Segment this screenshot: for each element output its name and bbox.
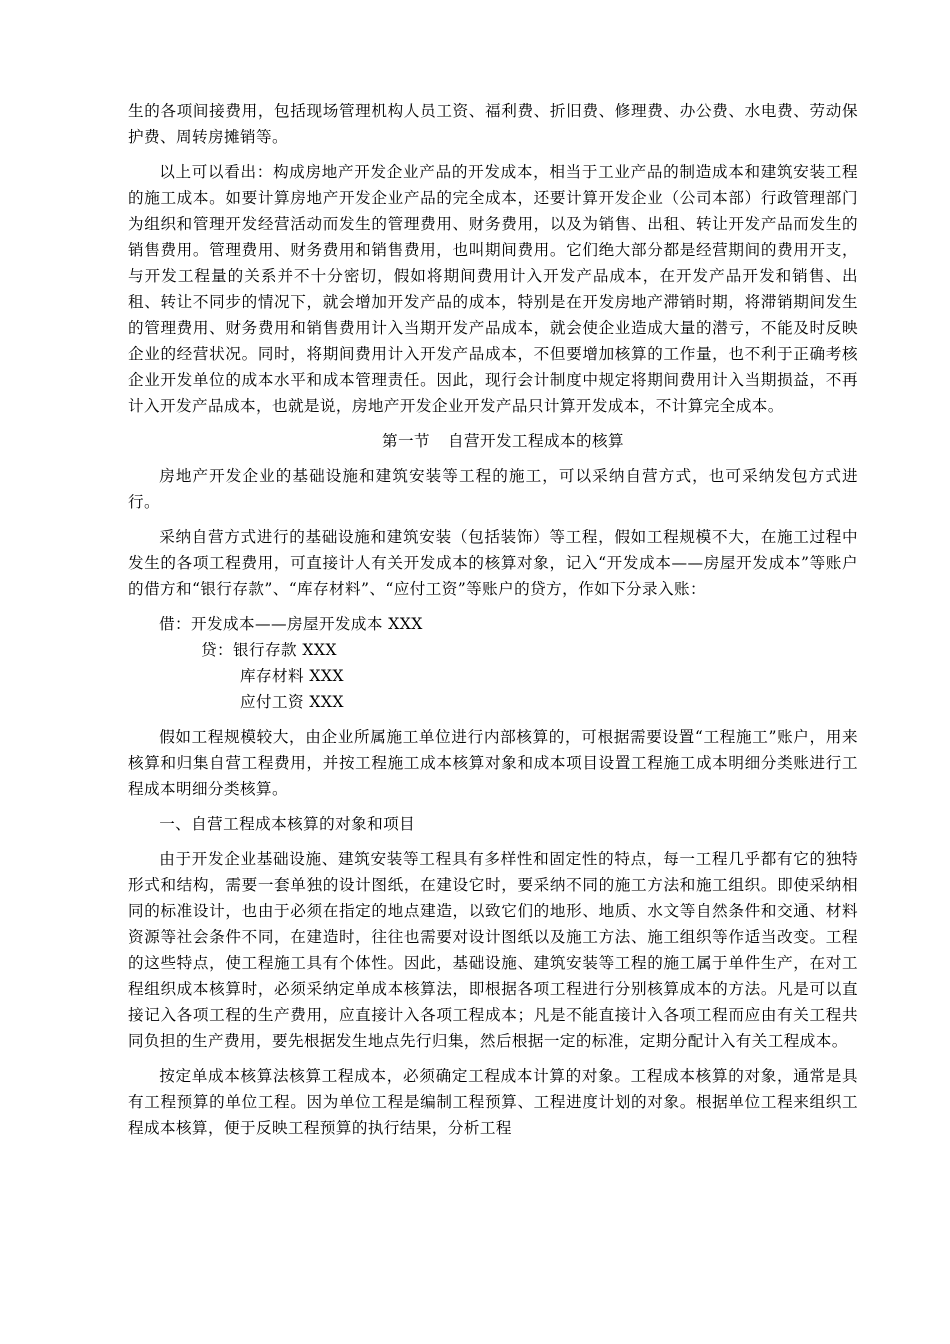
document-page <box>128 98 858 1150</box>
section-heading <box>128 428 858 454</box>
paragraph-order-costing: 按定单成本核算法核算工程成本，必须确定工程成本计算的对象。工程成本核算的对象，通常是具有工程预算的单位工程。因为单位工程是编制工程预算、工程进度计划的对象。根据单位工程来组织工程成本核算，便于反映工程预算的执行结果，分析工程 <box>128 1067 858 1137</box>
subsection-heading: 一、自营工程成本核算的对象和项目 <box>159 815 416 833</box>
section-title: 自营开发工程成本的核算 <box>448 432 624 450</box>
paragraph-period-costs: 以上可以看出：构成房地产开发企业产品的开发成本，相当于工业产品的制造成本和建筑安装工程的施工成本。如要计算房地产开发企业产品的完全成本，还要计算开发企业（公司本部）行政管理部门为组织和管理开发经营活动而发生的管理费用、财务费用，以及为销售、出租、转让开发产品而发生的销售费用。管理费用、财务费用和销售费用，也叫期间费用。它们绝大部分都是经营期间的费用开支，与开发工程量的关系并不十分密切，假如将期间费用计入开发产品成本，在开发产品开发和销售、出租、转让不同步的情况下，就会增加开发产品的成本，特别是在开发房地产滞销时期，将滞销期间发生的管理费用、财务费用和销售费用计入当期开发产品成本，就会使企业造成大量的潜亏，不能及时反映企业的经营状况。同时，将期间费用计入开发产品成本，不但要增加核算的工作量，也不利于正确考核企业开发单位的成本水平和成本管理责任。因此，现行会计制度中规定将期间费用计入当期损益，不再计入开发产品成本，也就是说，房地产开发企业开发产品只计算开发成本，不计算完全成本。 <box>128 163 858 415</box>
journal-credit-line: 应付工资 XXX <box>240 693 344 711</box>
journal-credit-line: 贷：银行存款 XXX <box>201 641 337 659</box>
journal-debit-line: 借：开发成本——房屋开发成本 XXX <box>159 615 423 633</box>
paragraph-continuation: 生的各项间接费用，包括现场管理机构人员工资、福利费、折旧费、修理费、办公费、水电费、劳动保护费、周转房摊销等。 <box>128 102 858 146</box>
section-number: 第一节 <box>382 432 431 450</box>
paragraph-construction-modes: 房地产开发企业的基础设施和建筑安装等工程的施工，可以采纳自营方式，也可采纳发包方式进行。 <box>128 467 858 511</box>
journal-credit-line: 库存材料 XXX <box>240 667 344 685</box>
paragraph-large-scale: 假如工程规模较大，由企业所属施工单位进行内部核算的，可根据需要设置“工程施工”账户，用来核算和归集自营工程费用，并按工程施工成本核算对象和成本项目设置工程施工成本明细分类账进行工程成本明细分类核算。 <box>128 728 858 798</box>
paragraph-self-operated: 采纳自营方式进行的基础设施和建筑安装（包括装饰）等工程，假如工程规模不大，在施工过程中发生的各项工程费用，可直接计人有关开发成本的核算对象，记入“开发成本——房屋开发成本”等账户的借方和“银行存款”、“库存材料”、“应付工资”等账户的贷方，作如下分录入账： <box>128 528 858 598</box>
journal-entry <box>128 611 858 715</box>
paragraph-cost-object: 由于开发企业基础设施、建筑安装等工程具有多样性和固定性的特点，每一工程几乎都有它的独特形式和结构，需要一套单独的设计图纸，在建设它时，要采纳不同的施工方法和施工组织。即使采纳相同的标准设计，也由于必须在指定的地点建造，以致它们的地形、地质、水文等自然条件和交通、材料资源等社会条件不同，在建造时，往往也需要对设计图纸以及施工方法、施工组织等作适当改变。工程的这些特点，使工程施工具有个体性。因此，基础设施、建筑安装等工程的施工属于单件生产，在对工程组织成本核算时，必须采纳定单成本核算法，即根据各项工程进行分别核算成本的方法。凡是可以直接记入各项工程的生产费用，应直接计入各项工程成本；凡是不能直接计入各项工程而应由有关工程共同负担的生产费用，要先根据发生地点先行归集，然后根据一定的标准，定期分配计入有关工程成本。 <box>128 850 858 1050</box>
